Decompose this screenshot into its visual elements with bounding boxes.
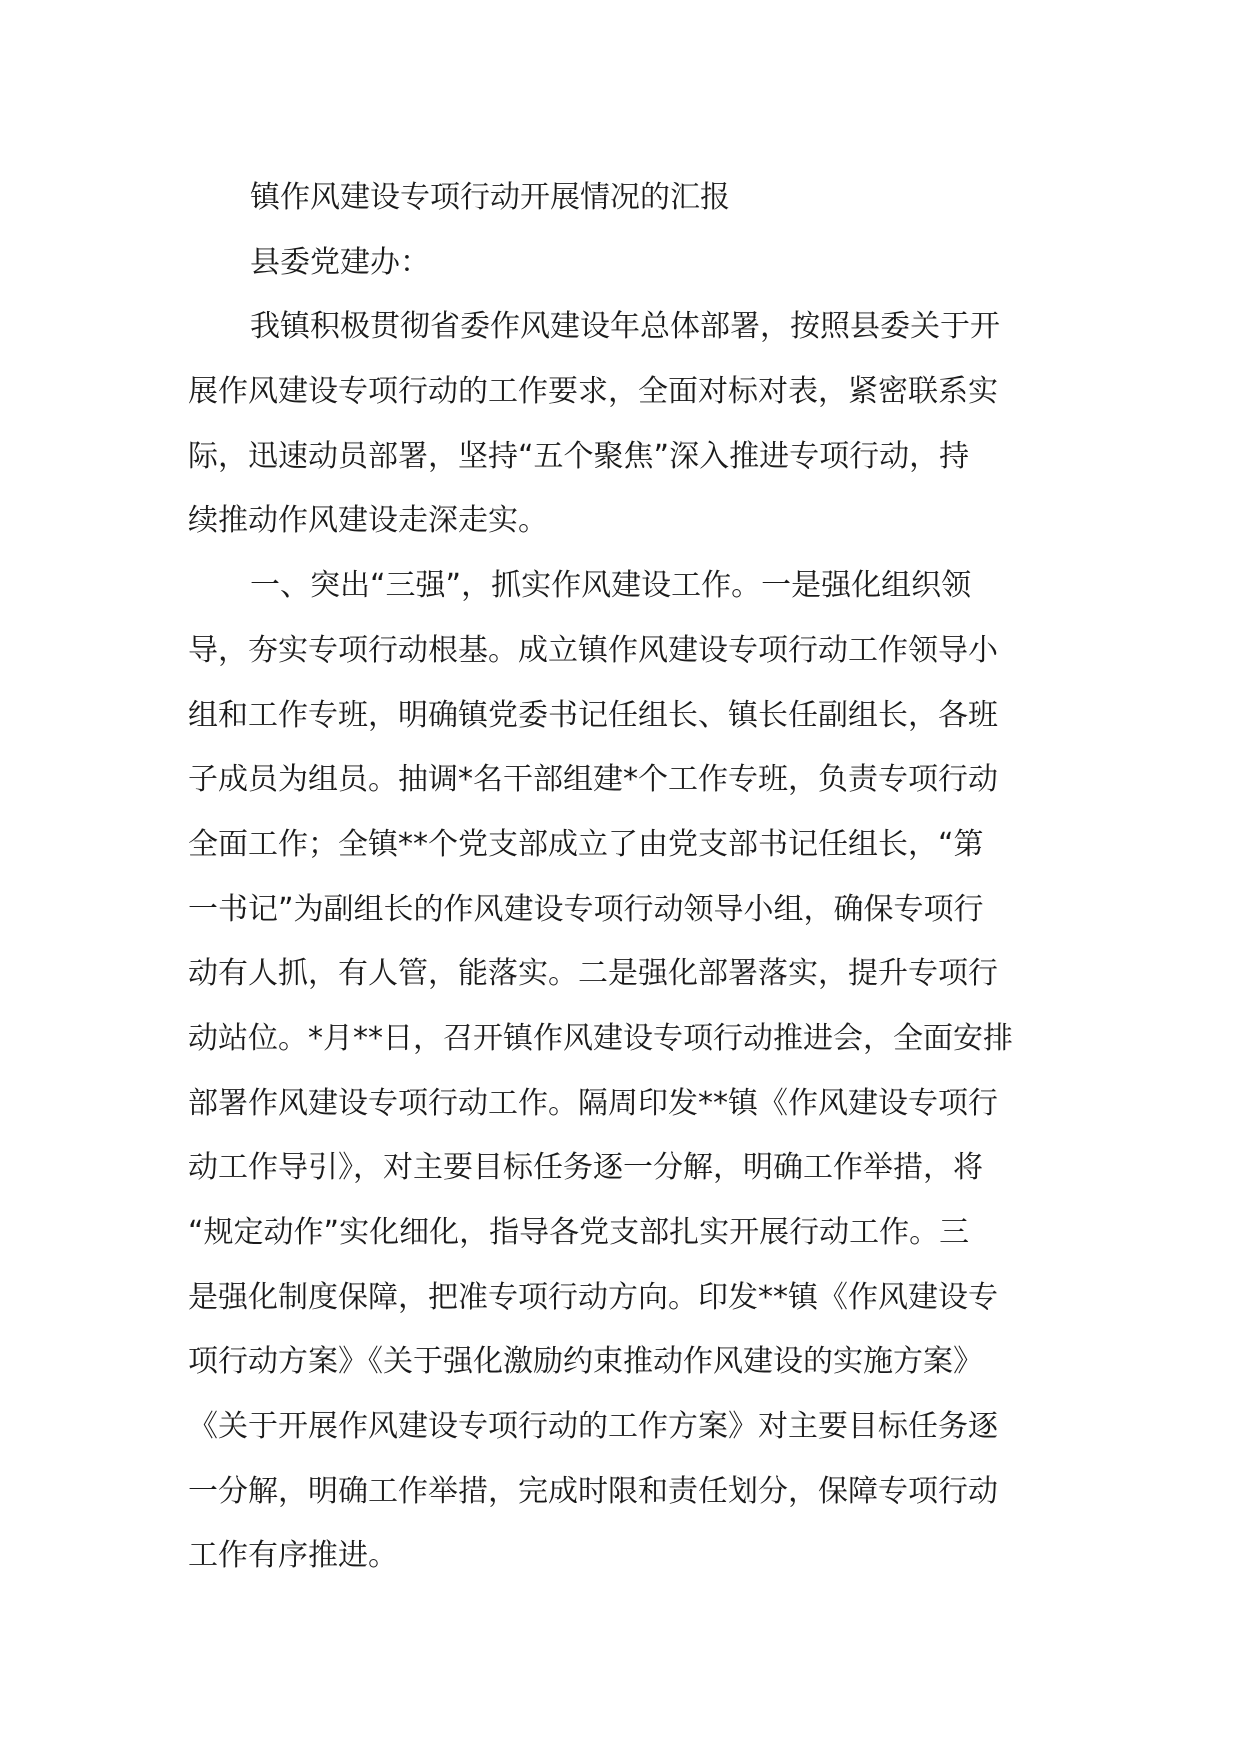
document-title: 镇作风建设专项行动开展情况的汇报 [250, 180, 730, 215]
paragraph-line: 动工作导引》，对主要目标任务逐一分解，明确工作举措，将 [188, 1150, 983, 1186]
paragraph-line: 《关于开展作风建设专项行动的工作方案》对主要目标任务逐 [188, 1409, 998, 1445]
paragraph-line: 一书记”为副组长的作风建设专项行动领导小组，确保专项行 [188, 891, 984, 927]
paragraph-section-one [188, 554, 1058, 1589]
paragraph-line: 动有人抓，有人管，能落实。二是强化部署落实，提升专项行 [188, 956, 998, 992]
paragraph-line: 全面工作；全镇**个党支部成立了由党支部书记任组长，“第 [188, 826, 984, 862]
paragraph-line: 动站位。*月**日，召开镇作风建设专项行动推进会，全面安排 [188, 1020, 1013, 1056]
paragraph-line: 一、突出“三强”，抓实作风建设工作。一是强化组织领 [250, 568, 972, 604]
paragraph-line: 项行动方案》《关于强化激励约束推动作风建设的实施方案》 [188, 1344, 983, 1380]
paragraph-line: 际，迅速动员部署，坚持“五个聚焦”深入推进专项行动，持 [188, 438, 970, 474]
paragraph-line: 是强化制度保障，把准专项行动方向。印发**镇《作风建设专 [188, 1279, 998, 1315]
paragraph-line: 工作有序推进。 [188, 1538, 398, 1574]
paragraph-line: 导，夯实专项行动根基。成立镇作风建设专项行动工作领导小 [188, 632, 998, 668]
paragraph-line: 部署作风建设专项行动工作。隔周印发**镇《作风建设专项行 [188, 1085, 998, 1121]
paragraph-line: 续推动作风建设走深走实。 [188, 503, 548, 539]
paragraph-line: “规定动作”实化细化，指导各党支部扎实开展行动工作。三 [188, 1215, 970, 1250]
document-body [188, 166, 1058, 1589]
paragraph-line: 一分解，明确工作举措，完成时限和责任划分，保障专项行动 [188, 1473, 998, 1509]
paragraph-line: 展作风建设专项行动的工作要求，全面对标对表，紧密联系实 [188, 374, 998, 410]
paragraph-line: 子成员为组员。抽调*名干部组建*个工作专班，负责专项行动 [188, 762, 998, 798]
paragraph-line: 我镇积极贯彻省委作风建设年总体部署，按照县委关于开 [250, 309, 1000, 345]
paragraph-line: 组和工作专班，明确镇党委书记任组长、镇长任副组长，各班 [188, 697, 998, 733]
salutation: 县委党建办： [250, 244, 430, 280]
paragraph-intro [188, 295, 1058, 554]
